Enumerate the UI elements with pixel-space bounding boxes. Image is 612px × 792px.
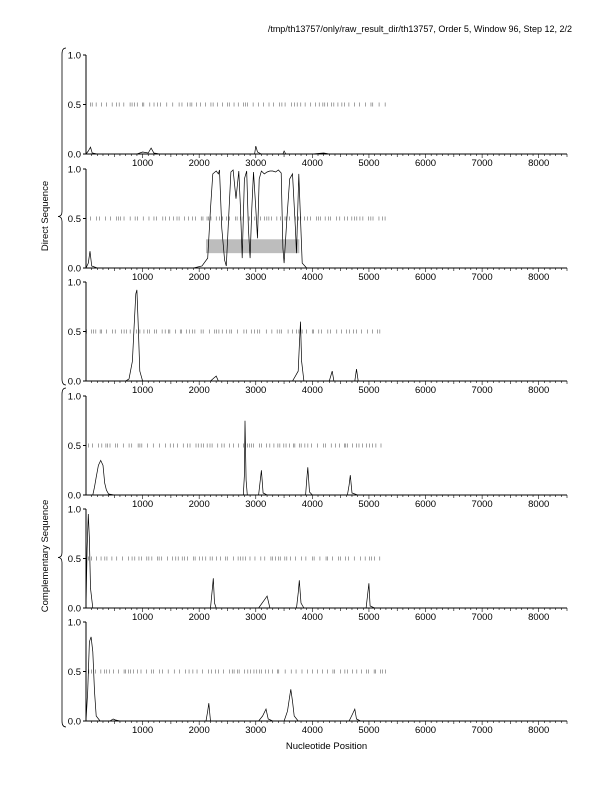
x-tick-label: 3000 xyxy=(245,272,267,283)
x-tick-label: 5000 xyxy=(358,158,380,169)
page-title: /tmp/th13757/only/raw_result_dir/th13757, Order 5, Window 96, Step 12, 2/2 xyxy=(267,24,572,34)
x-tick-label: 8000 xyxy=(528,272,550,283)
y-tick-label: 0.0 xyxy=(67,716,81,728)
y-tick-label: 0.5 xyxy=(67,214,81,225)
x-tick-label: 7000 xyxy=(471,385,493,396)
complementary-group-brace xyxy=(58,388,66,727)
x-tick-label: 7000 xyxy=(471,499,493,510)
x-axis-title: Nucleotide Position xyxy=(285,741,368,752)
x-tick-label: 6000 xyxy=(414,725,437,736)
x-tick-label: 8000 xyxy=(528,725,550,736)
x-tick-label: 5000 xyxy=(358,725,380,736)
y-tick-label: 1.0 xyxy=(67,277,81,289)
x-tick-label: 4000 xyxy=(301,725,323,736)
y-tick-label: 1.0 xyxy=(67,391,81,403)
x-tick-label: 2000 xyxy=(188,612,210,623)
series-line xyxy=(86,637,567,721)
x-tick-label: 2000 xyxy=(188,499,210,510)
x-tick-label: 3000 xyxy=(245,612,267,623)
x-tick-label: 7000 xyxy=(471,272,493,283)
x-tick-label: 4000 xyxy=(301,612,323,623)
direct-group-brace xyxy=(58,48,66,385)
series-line xyxy=(86,421,567,495)
y-tick-label: 0.5 xyxy=(67,100,81,111)
x-tick-label: 5000 xyxy=(358,612,380,623)
y-tick-label: 1.0 xyxy=(67,504,81,516)
x-tick-label: 6000 xyxy=(414,499,437,510)
x-tick-label: 2000 xyxy=(188,158,210,169)
x-tick-label: 4000 xyxy=(301,158,323,169)
x-tick-label: 5000 xyxy=(358,385,380,396)
x-tick-label: 3000 xyxy=(245,385,267,396)
y-tick-label: 0.5 xyxy=(67,554,81,565)
x-tick-label: 4000 xyxy=(301,385,323,396)
series-line xyxy=(86,290,567,381)
x-tick-label: 7000 xyxy=(471,725,493,736)
y-tick-label: 1.0 xyxy=(67,50,81,62)
x-tick-label: 3000 xyxy=(245,499,267,510)
x-tick-label: 1000 xyxy=(132,158,154,169)
x-tick-label: 1000 xyxy=(132,612,154,623)
x-tick-label: 3000 xyxy=(245,158,267,169)
x-tick-label: 4000 xyxy=(301,272,323,283)
x-tick-label: 3000 xyxy=(245,725,267,736)
y-tick-label: 0.5 xyxy=(67,327,81,338)
y-tick-label: 0.5 xyxy=(67,667,81,678)
y-tick-label: 0.5 xyxy=(67,441,81,452)
y-tick-label: 1.0 xyxy=(67,617,81,629)
x-tick-label: 6000 xyxy=(414,385,437,396)
y-tick-label: 0.0 xyxy=(67,149,81,161)
x-tick-label: 1000 xyxy=(132,725,154,736)
x-tick-label: 5000 xyxy=(358,272,380,283)
x-tick-label: 7000 xyxy=(471,158,493,169)
series-line xyxy=(86,146,567,154)
y-tick-label: 0.0 xyxy=(67,376,81,388)
x-tick-label: 8000 xyxy=(528,612,550,623)
y-tick-label: 0.0 xyxy=(67,490,81,502)
x-tick-label: 8000 xyxy=(528,385,550,396)
x-tick-label: 1000 xyxy=(132,385,154,396)
x-tick-label: 6000 xyxy=(414,158,437,169)
direct-sequence-label: Direct Sequence xyxy=(40,180,51,252)
series-line xyxy=(86,170,567,268)
x-tick-label: 1000 xyxy=(132,272,154,283)
x-tick-label: 2000 xyxy=(188,725,210,736)
y-tick-label: 1.0 xyxy=(67,164,81,176)
x-tick-label: 5000 xyxy=(358,499,380,510)
x-tick-label: 8000 xyxy=(528,499,550,510)
x-tick-label: 4000 xyxy=(301,499,323,510)
x-tick-label: 6000 xyxy=(414,612,437,623)
complementary-sequence-label: Complementary Sequence xyxy=(40,499,51,613)
x-tick-label: 6000 xyxy=(414,272,437,283)
series-line xyxy=(86,514,567,608)
y-tick-label: 0.0 xyxy=(67,603,81,615)
y-tick-label: 0.0 xyxy=(67,263,81,275)
x-tick-label: 8000 xyxy=(528,158,550,169)
x-tick-label: 2000 xyxy=(188,272,210,283)
x-tick-label: 2000 xyxy=(188,385,210,396)
x-tick-label: 7000 xyxy=(471,612,493,623)
x-tick-label: 1000 xyxy=(132,499,154,510)
